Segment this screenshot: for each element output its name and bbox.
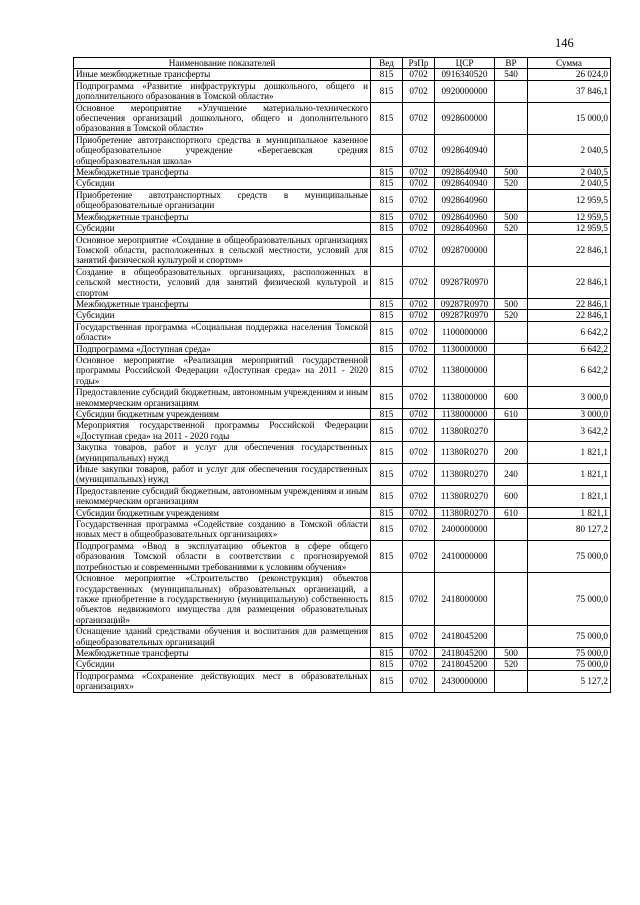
cell-ved: 815	[371, 134, 403, 166]
table-row	[74, 507, 611, 518]
cell-name: Основное мероприятие «Создание в общеобразовательных организациях Томской области, расположенных в сельской местности, условий для занятий физической культурой и спортом»	[74, 234, 371, 266]
cell-vr	[495, 519, 528, 541]
cell-name: Предоставление субсидий бюджетным, автономным учреждениям и иным некоммерческим организациям	[74, 387, 371, 409]
cell-csr: 09287R0970	[435, 310, 495, 321]
cell-sum: 6 642,2	[528, 321, 611, 343]
header-sum: Сумма	[528, 58, 611, 69]
cell-sum: 75 000,0	[528, 540, 611, 572]
cell-rzpr: 0702	[403, 343, 435, 354]
cell-csr: 11380R0270	[435, 464, 495, 486]
cell-sum: 22 846,1	[528, 266, 611, 298]
cell-name: Мероприятия государственной программы Российской Федерации «Доступная среда» на 2011 - 2020 годы	[74, 420, 371, 442]
table-row	[74, 310, 611, 321]
cell-vr: 500	[495, 167, 528, 178]
cell-name: Закупка товаров, работ и услуг для обеспечения государственных (муниципальных) нужд	[74, 442, 371, 464]
cell-ved: 815	[371, 573, 403, 626]
cell-rzpr: 0702	[403, 573, 435, 626]
cell-vr	[495, 321, 528, 343]
cell-csr: 0920000000	[435, 80, 495, 102]
table-row	[74, 298, 611, 309]
cell-ved: 815	[371, 102, 403, 134]
cell-rzpr: 0702	[403, 354, 435, 386]
cell-name: Межбюджетные трансферты	[74, 211, 371, 222]
cell-csr: 2418045200	[435, 647, 495, 658]
cell-vr: 500	[495, 647, 528, 658]
table-row	[74, 266, 611, 298]
cell-name: Межбюджетные трансферты	[74, 167, 371, 178]
table-row	[74, 354, 611, 386]
table-row	[74, 464, 611, 486]
cell-sum: 75 000,0	[528, 659, 611, 670]
cell-name: Иные закупки товаров, работ и услуг для обеспечения государственных (муниципальных) нужд	[74, 464, 371, 486]
cell-sum: 3 000,0	[528, 409, 611, 420]
cell-rzpr: 0702	[403, 298, 435, 309]
cell-csr: 1100000000	[435, 321, 495, 343]
cell-sum: 6 642,2	[528, 343, 611, 354]
cell-vr	[495, 266, 528, 298]
cell-ved: 815	[371, 409, 403, 420]
cell-vr: 520	[495, 310, 528, 321]
cell-ved: 815	[371, 343, 403, 354]
cell-csr: 2418045200	[435, 626, 495, 648]
cell-csr: 11380R0270	[435, 420, 495, 442]
cell-rzpr: 0702	[403, 420, 435, 442]
table-row	[74, 540, 611, 572]
cell-name: Субсидии	[74, 223, 371, 234]
cell-sum: 22 846,1	[528, 298, 611, 309]
table-row	[74, 102, 611, 134]
table-row	[74, 387, 611, 409]
cell-ved: 815	[371, 464, 403, 486]
cell-sum: 75 000,0	[528, 647, 611, 658]
cell-ved: 815	[371, 647, 403, 658]
cell-csr: 0928640940	[435, 134, 495, 166]
cell-sum: 12 959,5	[528, 189, 611, 211]
cell-vr: 610	[495, 409, 528, 420]
cell-csr: 09287R0970	[435, 298, 495, 309]
cell-rzpr: 0702	[403, 102, 435, 134]
cell-csr: 11380R0270	[435, 442, 495, 464]
cell-csr: 0928640960	[435, 211, 495, 222]
cell-rzpr: 0702	[403, 409, 435, 420]
cell-ved: 815	[371, 310, 403, 321]
cell-sum: 26 024,0	[528, 69, 611, 80]
table-row	[74, 670, 611, 692]
cell-ved: 815	[371, 69, 403, 80]
cell-vr	[495, 102, 528, 134]
cell-name: Субсидии бюджетным учреждениям	[74, 409, 371, 420]
cell-vr: 520	[495, 223, 528, 234]
cell-ved: 815	[371, 540, 403, 572]
cell-sum: 2 040,5	[528, 167, 611, 178]
cell-sum: 22 846,1	[528, 234, 611, 266]
cell-rzpr: 0702	[403, 189, 435, 211]
cell-rzpr: 0702	[403, 321, 435, 343]
cell-rzpr: 0702	[403, 387, 435, 409]
cell-csr: 0928640940	[435, 178, 495, 189]
cell-rzpr: 0702	[403, 442, 435, 464]
cell-name: Оснащение зданий средствами обучения и воспитания для размещения общеобразовательных организаций	[74, 626, 371, 648]
table-body	[74, 69, 611, 692]
table-row	[74, 659, 611, 670]
cell-csr: 0928640960	[435, 189, 495, 211]
cell-csr: 11380R0270	[435, 485, 495, 507]
cell-csr: 1138000000	[435, 387, 495, 409]
table-row	[74, 189, 611, 211]
cell-ved: 815	[371, 211, 403, 222]
cell-csr: 2418045200	[435, 659, 495, 670]
cell-rzpr: 0702	[403, 234, 435, 266]
cell-sum: 75 000,0	[528, 573, 611, 626]
cell-rzpr: 0702	[403, 464, 435, 486]
header-rzpr: РзПр	[403, 58, 435, 69]
cell-vr	[495, 626, 528, 648]
table-row	[74, 80, 611, 102]
cell-ved: 815	[371, 420, 403, 442]
cell-ved: 815	[371, 659, 403, 670]
cell-ved: 815	[371, 189, 403, 211]
cell-vr	[495, 354, 528, 386]
cell-sum: 2 040,5	[528, 178, 611, 189]
cell-rzpr: 0702	[403, 647, 435, 658]
cell-ved: 815	[371, 507, 403, 518]
table-row	[74, 178, 611, 189]
cell-ved: 815	[371, 178, 403, 189]
cell-csr: 1130000000	[435, 343, 495, 354]
cell-csr: 2400000000	[435, 519, 495, 541]
cell-name: Государственная программа «Содействие созданию в Томской области новых мест в общеобразовательных организациях»	[74, 519, 371, 541]
table-row	[74, 343, 611, 354]
header-ved: Вед	[371, 58, 403, 69]
cell-sum: 12 959,5	[528, 211, 611, 222]
cell-rzpr: 0702	[403, 80, 435, 102]
cell-ved: 815	[371, 354, 403, 386]
cell-vr: 600	[495, 387, 528, 409]
cell-rzpr: 0702	[403, 507, 435, 518]
cell-vr: 600	[495, 485, 528, 507]
cell-sum: 3 642,2	[528, 420, 611, 442]
header-vr: ВР	[495, 58, 528, 69]
cell-ved: 815	[371, 670, 403, 692]
cell-vr	[495, 234, 528, 266]
cell-ved: 815	[371, 167, 403, 178]
cell-sum: 75 000,0	[528, 626, 611, 648]
cell-name: Основное мероприятие «Строительство (реконструкция) объектов государственных (муниципальных) образовательных организаций, а также приобретение в государственную (муниципальную) собственность объектов недвижимого имущества для размещения образовательных организаций»	[74, 573, 371, 626]
cell-csr: 11380R0270	[435, 507, 495, 518]
table-row	[74, 485, 611, 507]
cell-csr: 2410000000	[435, 540, 495, 572]
cell-rzpr: 0702	[403, 178, 435, 189]
cell-ved: 815	[371, 80, 403, 102]
cell-sum: 2 040,5	[528, 134, 611, 166]
cell-vr: 610	[495, 507, 528, 518]
cell-name: Предоставление субсидий бюджетным, автономным учреждениям и иным некоммерческим организациям	[74, 485, 371, 507]
cell-name: Межбюджетные трансферты	[74, 647, 371, 658]
table-header-row	[74, 58, 611, 69]
cell-name: Подпрограмма «Развитие инфраструктуры дошкольного, общего и дополнительного образования в Томской области»	[74, 80, 371, 102]
cell-rzpr: 0702	[403, 134, 435, 166]
cell-ved: 815	[371, 266, 403, 298]
cell-ved: 815	[371, 321, 403, 343]
cell-name: Основное мероприятие «Улучшение материально-технического обеспечения организаций дошкольного, общего и дополнительного образования в Томской области»	[74, 102, 371, 134]
cell-csr: 0928700000	[435, 234, 495, 266]
cell-ved: 815	[371, 223, 403, 234]
cell-vr	[495, 540, 528, 572]
table-row	[74, 167, 611, 178]
cell-rzpr: 0702	[403, 266, 435, 298]
cell-rzpr: 0702	[403, 211, 435, 222]
header-csr: ЦСР	[435, 58, 495, 69]
cell-sum: 1 821,1	[528, 507, 611, 518]
cell-sum: 1 821,1	[528, 442, 611, 464]
cell-rzpr: 0702	[403, 519, 435, 541]
table-row	[74, 134, 611, 166]
cell-ved: 815	[371, 387, 403, 409]
cell-ved: 815	[371, 298, 403, 309]
cell-rzpr: 0702	[403, 223, 435, 234]
cell-csr: 09287R0970	[435, 266, 495, 298]
cell-rzpr: 0702	[403, 485, 435, 507]
table-row	[74, 321, 611, 343]
cell-vr: 520	[495, 659, 528, 670]
cell-name: Приобретение автотранспортных средств в муниципальные общеобразовательные организации	[74, 189, 371, 211]
cell-sum: 15 000,0	[528, 102, 611, 134]
cell-name: Основное мероприятие «Реализация мероприятий государственной программы Российской Федерации «Доступная среда» на 2011 - 2020 годы»	[74, 354, 371, 386]
cell-name: Подпрограмма «Ввод в эксплуатацию объектов в сфере общего образования Томской области в соответствии с прогнозируемой потребностью и современными требованиями к условиям обучения»	[74, 540, 371, 572]
cell-csr: 0928600000	[435, 102, 495, 134]
cell-ved: 815	[371, 519, 403, 541]
cell-name: Приобретение автотранспортного средства в муниципальное казенное общеобразовательное учреждение «Берегаевская средняя общеобразовательная школа»	[74, 134, 371, 166]
table-row	[74, 409, 611, 420]
cell-name: Подпрограмма «Доступная среда»	[74, 343, 371, 354]
cell-rzpr: 0702	[403, 670, 435, 692]
table-row	[74, 626, 611, 648]
cell-name: Государственная программа «Социальная поддержка населения Томской области»	[74, 321, 371, 343]
cell-ved: 815	[371, 485, 403, 507]
cell-sum: 22 846,1	[528, 310, 611, 321]
cell-name: Межбюджетные трансферты	[74, 298, 371, 309]
cell-name: Подпрограмма «Сохранение действующих мест в образовательных организациях»	[74, 670, 371, 692]
table-row	[74, 420, 611, 442]
cell-rzpr: 0702	[403, 310, 435, 321]
cell-vr: 520	[495, 178, 528, 189]
cell-vr	[495, 189, 528, 211]
cell-csr: 1138000000	[435, 354, 495, 386]
cell-name: Иные межбюджетные трансферты	[74, 69, 371, 80]
cell-sum: 3 000,0	[528, 387, 611, 409]
cell-sum: 1 821,1	[528, 464, 611, 486]
cell-vr	[495, 420, 528, 442]
cell-vr: 500	[495, 298, 528, 309]
cell-name: Субсидии	[74, 310, 371, 321]
cell-vr	[495, 343, 528, 354]
table-row	[74, 69, 611, 80]
table-row	[74, 647, 611, 658]
cell-vr	[495, 134, 528, 166]
cell-sum: 5 127,2	[528, 670, 611, 692]
cell-csr: 0928640940	[435, 167, 495, 178]
cell-rzpr: 0702	[403, 659, 435, 670]
cell-sum: 80 127,2	[528, 519, 611, 541]
table-row	[74, 519, 611, 541]
cell-vr: 540	[495, 69, 528, 80]
cell-name: Субсидии бюджетным учреждениям	[74, 507, 371, 518]
table-row	[74, 211, 611, 222]
cell-ved: 815	[371, 442, 403, 464]
cell-sum: 37 846,1	[528, 80, 611, 102]
table-row	[74, 442, 611, 464]
cell-vr	[495, 80, 528, 102]
page-number: 146	[555, 36, 574, 50]
cell-vr	[495, 670, 528, 692]
table-row	[74, 223, 611, 234]
cell-sum: 1 821,1	[528, 485, 611, 507]
cell-rzpr: 0702	[403, 69, 435, 80]
cell-vr: 240	[495, 464, 528, 486]
cell-name: Субсидии	[74, 178, 371, 189]
header-name: Наименование показателей	[74, 58, 371, 69]
cell-csr: 1138000000	[435, 409, 495, 420]
cell-csr: 0916340520	[435, 69, 495, 80]
cell-rzpr: 0702	[403, 540, 435, 572]
cell-csr: 0928640960	[435, 223, 495, 234]
cell-csr: 2430000000	[435, 670, 495, 692]
cell-sum: 6 642,2	[528, 354, 611, 386]
budget-table	[73, 57, 611, 693]
cell-ved: 815	[371, 626, 403, 648]
cell-name: Создание в общеобразовательных организациях, расположенных в сельской местности, условий для занятий физической культурой и спортом	[74, 266, 371, 298]
cell-ved: 815	[371, 234, 403, 266]
cell-sum: 12 959,5	[528, 223, 611, 234]
cell-name: Субсидии	[74, 659, 371, 670]
cell-vr: 200	[495, 442, 528, 464]
cell-rzpr: 0702	[403, 167, 435, 178]
cell-rzpr: 0702	[403, 626, 435, 648]
table-row	[74, 234, 611, 266]
cell-vr: 500	[495, 211, 528, 222]
cell-csr: 2418000000	[435, 573, 495, 626]
cell-vr	[495, 573, 528, 626]
table-row	[74, 573, 611, 626]
